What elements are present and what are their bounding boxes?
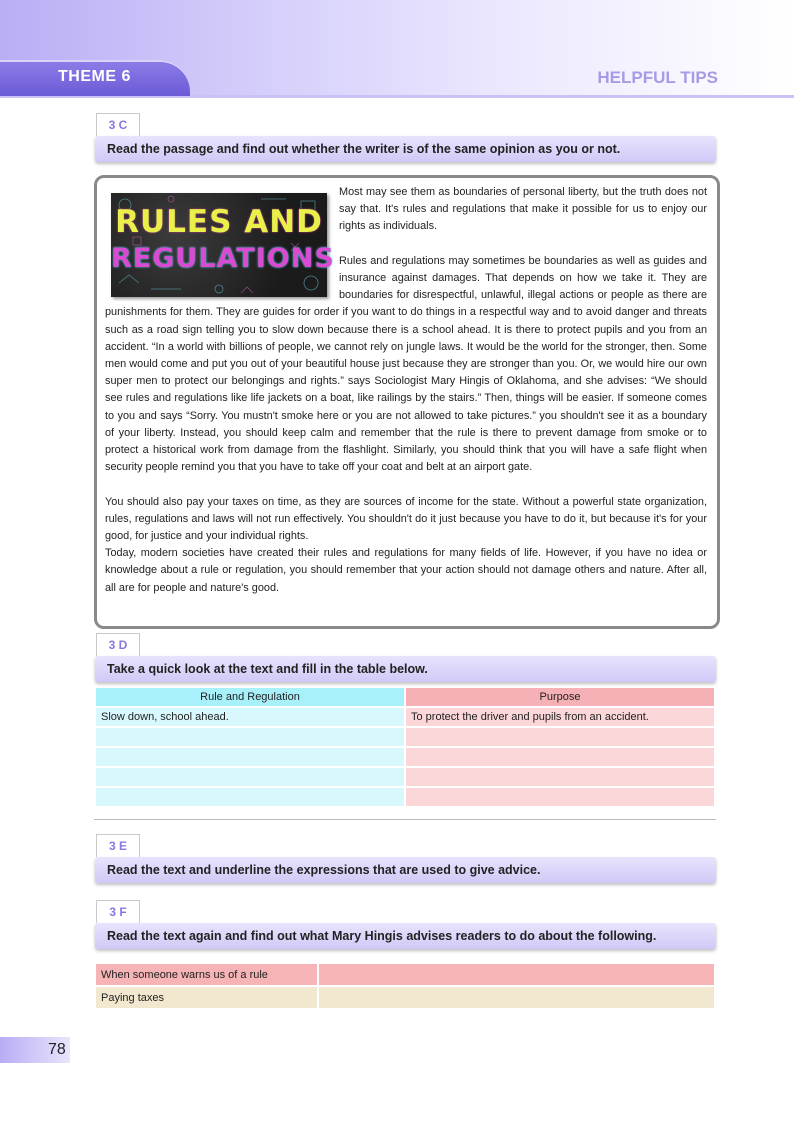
helpful-tips-title: HELPFUL TIPS <box>597 68 718 87</box>
instruction-3f: Read the text again and find out what Mary Hingis advises readers to do about the following. <box>107 929 657 943</box>
theme-label: THEME 6 <box>58 68 131 85</box>
paragraph-3: You should also pay your taxes on time, as they are sources of income for the state. Without a powerful state organization, rules, regulations and laws will not run effectively. You shouldn't do it just because you have to do it, but because it's for your good, for justice and your individual rights. <box>105 495 707 543</box>
instruction-bar-3c <box>95 136 716 162</box>
page-number: 78 <box>48 1041 66 1058</box>
rule-cell[interactable] <box>96 768 404 786</box>
table-header-row <box>96 688 714 706</box>
table-row <box>96 964 714 985</box>
table-row[interactable] <box>96 768 714 786</box>
purpose-cell[interactable] <box>406 748 714 766</box>
purpose-cell: To protect the driver and pupils from an accident. <box>406 708 714 726</box>
section-label-3f: 3 F <box>96 900 140 923</box>
section-label-3c: 3 C <box>96 113 140 136</box>
advice-table <box>94 962 716 1010</box>
table-row[interactable] <box>96 728 714 746</box>
instruction-3e: Read the text and underline the expressions that are used to give advice. <box>107 863 541 877</box>
table-row[interactable] <box>96 748 714 766</box>
instruction-3d: Take a quick look at the text and fill in the table below. <box>107 662 428 676</box>
image-text-line2: REGULATIONS <box>111 243 335 274</box>
paragraph-1: Most may see them as boundaries of personal liberty, but the truth does not say that. It's rules and regulations that make it possible for us to enjoy our rights as individuals. <box>339 186 707 233</box>
passage-text <box>105 184 707 597</box>
column-header-purpose: Purpose <box>406 688 714 706</box>
table-divider <box>94 819 716 820</box>
rule-cell[interactable] <box>96 748 404 766</box>
paragraph-4: Today, modern societies have created their rules and regulations for many fields of life. However, if you have no idea or knowledge about a rule or regulation, you should remember that your action should not damage others and nature. After all, all are for people and nature's good. <box>105 547 707 594</box>
image-text-line1: RULES AND <box>115 204 323 240</box>
advice-answer-cell[interactable] <box>319 964 714 985</box>
purpose-cell[interactable] <box>406 788 714 806</box>
instruction-bar-3d <box>95 656 716 682</box>
rules-and-regulations-image <box>111 193 335 297</box>
purpose-cell[interactable] <box>406 728 714 746</box>
reading-passage <box>94 175 720 629</box>
instruction-bar-3e <box>95 857 716 883</box>
rule-cell[interactable] <box>96 788 404 806</box>
situation-cell: When someone warns us of a rule <box>96 964 317 985</box>
section-label-3d: 3 D <box>96 633 140 656</box>
rule-cell[interactable] <box>96 728 404 746</box>
paragraph-2: Rules and regulations may sometimes be boundaries as well as guides and insurance against damages. That depends on how we take it. They are boundaries for disrespectful, unlawful, illegal actions or people as there are punishments for them. They are guides for order if you want to do things in a respectful way and to avoid danger and threats such as a road sign telling you to slow down because there is a school ahead. It is there to protect pupils and you from an accident. “In a world with billions of people, we cannot rely on jungle laws. It would be the world for the stronger, then. Some men would come and put you out of your beautiful house just because they are stronger than you. Or, we would hire our own super men to protect our belongings and rights.” says Sociologist Mary Hingis of Oklahoma, and she advises: “We should see rules and regulations like life jackets on a boat, like railings by the stairs.” Then, things will be easier. If someone comes to you and says “Sorry. You mustn't smoke here or you are not allowed to take pictures.” you shouldn't see it as a boundary of your liberty. Instead, you should keep calm and remember that the rule is there to prevent damage from smoke or to protect a historical work from damage from the flashlight. Similarly, you should think that you will have a safe flight when security people remind you that you have to take off your coat and belt at an airport gate. <box>105 254 707 474</box>
table-row <box>96 987 714 1008</box>
table-row <box>96 708 714 726</box>
instruction-bar-3f <box>95 923 716 949</box>
section-label-3e: 3 E <box>96 834 140 857</box>
table-row[interactable] <box>96 788 714 806</box>
rule-cell: Slow down, school ahead. <box>96 708 404 726</box>
purpose-cell[interactable] <box>406 768 714 786</box>
column-header-rule: Rule and Regulation <box>96 688 404 706</box>
advice-answer-cell[interactable] <box>319 987 714 1008</box>
instruction-3c: Read the passage and find out whether the writer is of the same opinion as you or not. <box>107 142 621 156</box>
situation-cell: Paying taxes <box>96 987 317 1008</box>
rules-purpose-table <box>94 686 716 808</box>
